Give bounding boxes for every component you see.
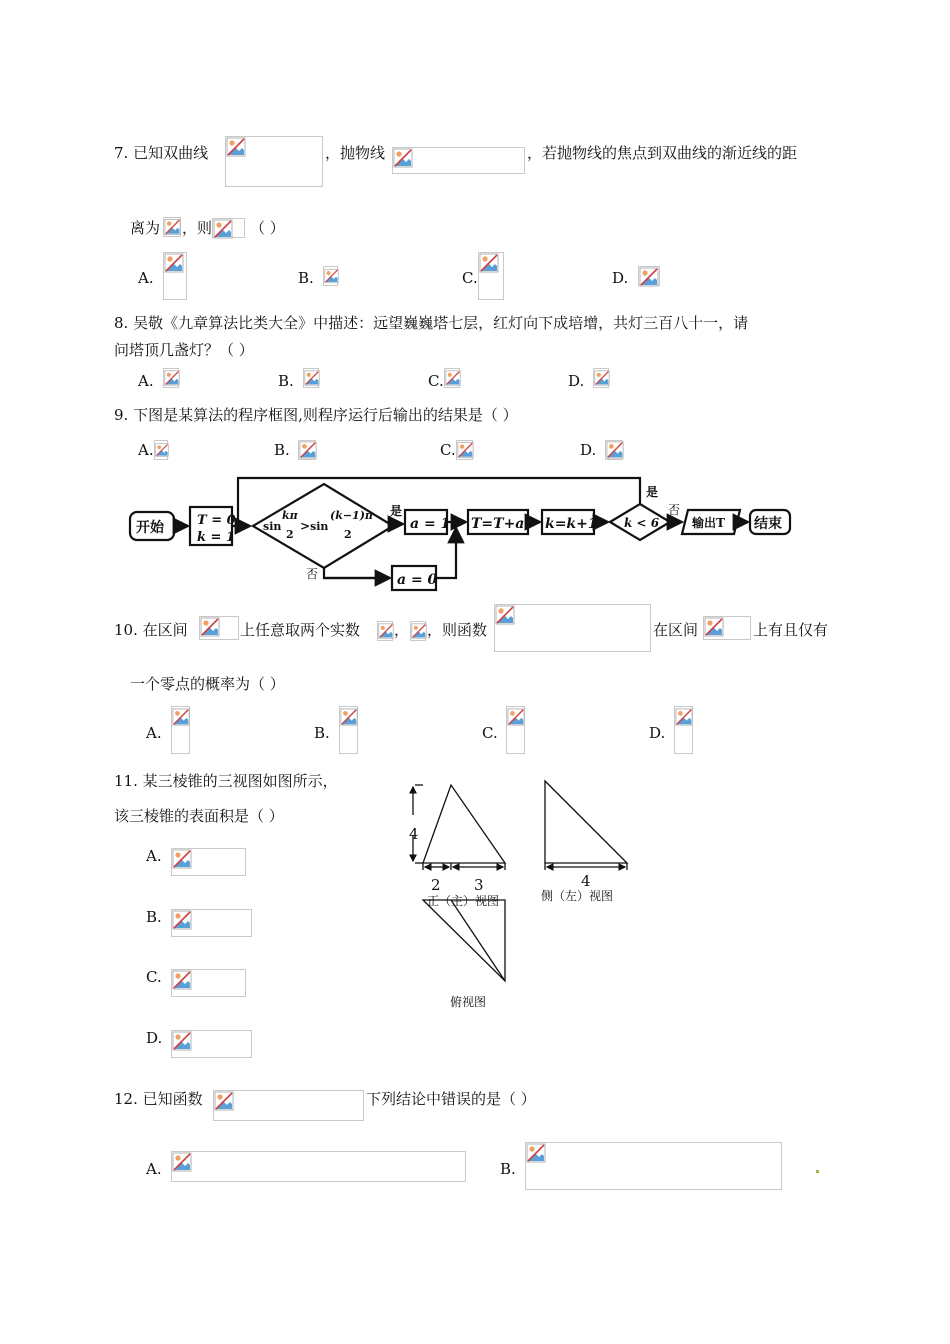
broken-image-icon (594, 369, 610, 387)
flow-tta-text: T=T+a (471, 516, 525, 532)
flow-init-t: T = 0 (197, 513, 236, 528)
q7-param-image (212, 218, 245, 238)
broken-image-icon (172, 910, 192, 930)
top-view-triangle-outer (423, 900, 505, 981)
flow-cond-kpi: kπ (282, 509, 298, 522)
q10-interval-image (199, 616, 239, 640)
top-view-caption: 俯视图 (450, 995, 487, 1009)
q7-distance-image (163, 217, 181, 237)
flow-end-text: 结束 (754, 516, 782, 532)
q7-option-d-label: D. (612, 269, 629, 287)
q7-parabola-formula-image (392, 147, 525, 174)
q7-option-d-image (638, 266, 660, 286)
q8-option-b-image (303, 368, 319, 388)
q10-option-c-label: C. (482, 724, 498, 742)
flow-a1-text: a = 1 (410, 516, 451, 532)
q11-text-2: 该三棱锥的表面积是（ ） (114, 807, 284, 825)
flow-cond-sin2: sin (310, 520, 329, 533)
front-view-caption: 正（主）视图 (427, 894, 500, 908)
flow-no2-label: 否 (668, 503, 681, 517)
q10-text-3: ， (394, 621, 410, 639)
q9-option-c-label: C. (440, 441, 456, 459)
q9-flowchart (120, 470, 800, 595)
q11-option-c-image (171, 969, 246, 997)
broken-image-icon (164, 218, 181, 236)
q10-text-6: 上有且仅有 (753, 621, 829, 639)
q7-option-c-label: C. (462, 269, 478, 287)
q9-option-d-image (605, 440, 623, 460)
q11-option-c-label: C. (146, 968, 162, 986)
front-view-triangle (423, 785, 505, 863)
q8-option-a-label: A. (138, 372, 154, 390)
flow-k6-text: k < 6 (624, 516, 660, 530)
flow-cond-gt: > (300, 519, 311, 533)
q8-option-d-image (593, 368, 609, 388)
broken-image-icon (214, 1091, 234, 1111)
broken-image-icon (164, 253, 184, 273)
broken-image-icon (606, 441, 624, 459)
flow-a0-text: a = 0 (397, 572, 438, 588)
stray-dot (816, 1170, 819, 1173)
flow-init-k: k = 1 (197, 530, 235, 545)
side-view-caption: 侧（左）视图 (541, 889, 614, 903)
q7-text-6: （ ） (250, 219, 285, 237)
q11-three-views-figure (395, 775, 645, 1020)
q12-option-b-label: B. (500, 1160, 516, 1178)
broken-image-icon (457, 441, 474, 459)
q11-text-1: 11. 某三棱锥的三视图如图所示， (114, 772, 338, 790)
front-width-3-label: 3 (474, 876, 484, 894)
q12-text-2: 下列结论中错误的是（ ） (366, 1090, 536, 1108)
q7-text-1: 7. 已知双曲线 (114, 144, 209, 162)
broken-image-icon (304, 369, 320, 387)
broken-image-icon (340, 707, 358, 727)
q8-option-c-label: C. (428, 372, 444, 390)
broken-image-icon (213, 219, 233, 239)
q8-option-d-label: D. (568, 372, 585, 390)
q8-option-c-image (444, 368, 460, 388)
q10-option-a-image (171, 706, 190, 754)
q11-option-d-image (171, 1030, 252, 1058)
q9-option-c-image (456, 440, 473, 460)
q12-option-b-image (525, 1142, 782, 1190)
q10-function-image (494, 604, 651, 652)
flow-no-label: 否 (306, 567, 319, 581)
q9-option-a-image (154, 440, 168, 460)
broken-image-icon (226, 137, 246, 157)
broken-image-icon (393, 148, 413, 168)
q7-option-c-image (478, 252, 504, 300)
q9-option-b-label: B. (274, 441, 290, 459)
q10-text-7: 一个零点的概率为（ ） (130, 675, 285, 693)
broken-image-icon (172, 1031, 192, 1051)
q10-text-1: 10. 在区间 (114, 621, 188, 639)
q10-option-a-label: A. (146, 724, 162, 742)
q8-option-b-label: B. (278, 372, 294, 390)
broken-image-icon (172, 970, 192, 990)
broken-image-icon (526, 1143, 546, 1163)
q7-text-2: ，抛物线 (325, 144, 386, 162)
flow-start-text: 开始 (136, 520, 164, 536)
q11-option-a-label: A. (146, 847, 162, 865)
q9-option-b-image (298, 440, 316, 460)
broken-image-icon (299, 441, 317, 459)
q7-text-5: ，则 (182, 219, 213, 237)
q9-option-a-label: A. (138, 441, 154, 459)
broken-image-icon (324, 267, 339, 285)
q10-interval2-image (703, 616, 751, 640)
broken-image-icon (172, 1152, 192, 1172)
flow-cond-k1pi: (k−1)π (330, 509, 373, 522)
side-view-triangle (545, 781, 627, 863)
q12-function-image (213, 1090, 364, 1121)
q11-option-b-image (171, 909, 252, 937)
q10-option-d-label: D. (649, 724, 666, 742)
q7-hyperbola-formula-image (225, 136, 323, 187)
q10-option-c-image (506, 706, 525, 754)
q7-text-3: ，若抛物线的焦点到双曲线的渐近线的距 (527, 144, 798, 162)
broken-image-icon (411, 622, 427, 640)
q10-var-b-image (410, 621, 426, 641)
q10-option-d-image (674, 706, 693, 754)
flow-cond-two: 2 (286, 528, 294, 541)
q7-option-b-image (323, 266, 338, 286)
broken-image-icon (675, 707, 693, 727)
q7-option-b-label: B. (298, 269, 314, 287)
q12-text-1: 12. 已知函数 (114, 1090, 203, 1108)
q10-text-5: 在区间 (653, 621, 699, 639)
broken-image-icon (164, 369, 180, 387)
flow-cond-sin1: sin (263, 520, 282, 533)
q11-option-b-label: B. (146, 908, 162, 926)
q9-option-d-label: D. (580, 441, 597, 459)
flow-cond-two2: 2 (344, 528, 352, 541)
broken-image-icon (378, 622, 394, 640)
broken-image-icon (445, 369, 461, 387)
side-width-label: 4 (581, 872, 591, 890)
broken-image-icon (200, 617, 220, 637)
q10-text-4: ，则函数 (427, 621, 488, 639)
q12-option-a-image (171, 1151, 466, 1182)
flow-output-text: 输出T (692, 516, 725, 530)
flow-yes2-label: 是 (646, 485, 659, 499)
q8-text-1: 8. 吴敬《九章算法比类大全》中描述：远望巍巍塔七层，红灯向下成培增，共灯三百八十一，请 (114, 314, 749, 332)
q9-text-1: 9. 下图是某算法的程序框图,则程序运行后输出的结果是（ ） (114, 406, 518, 424)
broken-image-icon (704, 617, 724, 637)
q10-option-b-label: B. (314, 724, 330, 742)
q12-option-a-label: A. (146, 1160, 162, 1178)
q7-text-4: 离为 (130, 219, 161, 237)
broken-image-icon (507, 707, 525, 727)
q10-option-b-image (339, 706, 358, 754)
broken-image-icon (172, 849, 192, 869)
flow-yes-label: 是 (390, 504, 403, 518)
q7-option-a-label: A. (138, 269, 154, 287)
flow-kk1-text: k=k+1 (545, 516, 598, 532)
broken-image-icon (639, 267, 659, 287)
broken-image-icon (495, 605, 515, 625)
q7-option-a-image (163, 252, 187, 300)
q10-text-2: 上任意取两个实数 (240, 621, 361, 639)
q8-text-2: 问塔顶几盏灯？（ ） (114, 341, 254, 359)
broken-image-icon (172, 707, 190, 727)
q10-var-a-image (377, 621, 393, 641)
broken-image-icon (479, 253, 499, 273)
q11-option-a-image (171, 848, 246, 876)
q8-option-a-image (163, 368, 179, 388)
top-view-inner-edge (451, 900, 505, 981)
front-width-2-label: 2 (431, 876, 441, 894)
broken-image-icon (155, 441, 169, 459)
q11-option-d-label: D. (146, 1029, 163, 1047)
front-height-label: 4 (409, 825, 419, 843)
